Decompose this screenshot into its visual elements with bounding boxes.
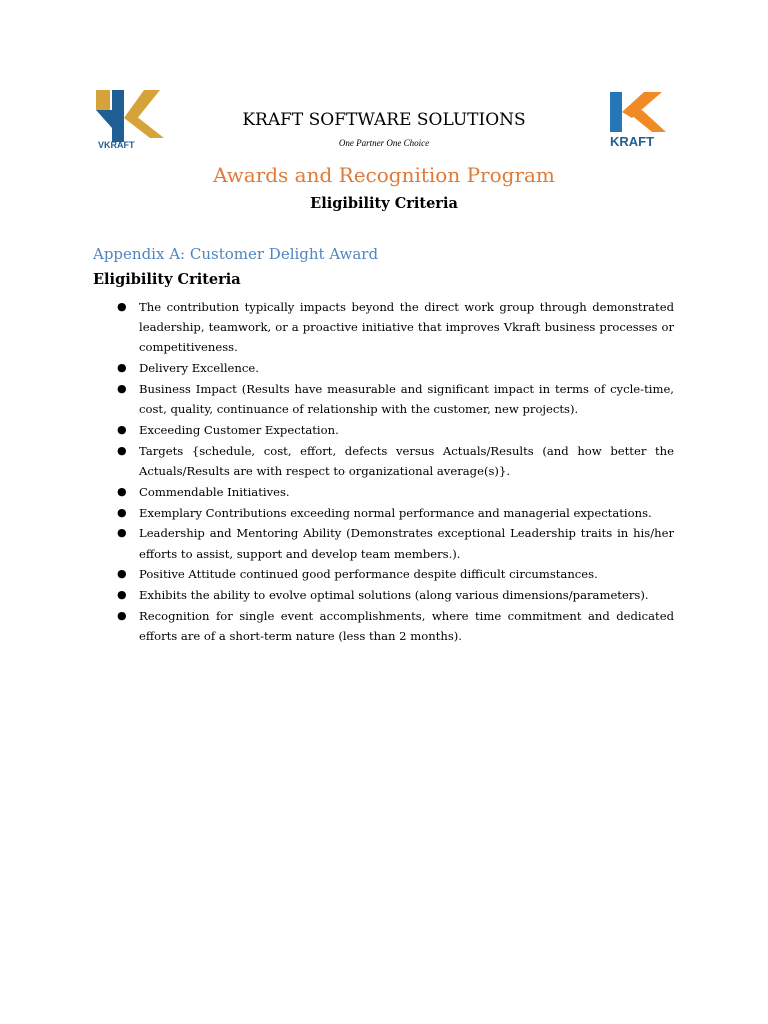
list-item-text: Delivery Excellence. [139, 361, 259, 376]
list-item-text: Exemplary Contributions exceeding normal performance and managerial expectations. [139, 505, 652, 520]
criteria-list [117, 297, 674, 647]
bullet-icon: ● [117, 526, 127, 540]
bullet-icon: ● [117, 588, 127, 602]
list-item-text: Commendable Initiatives. [139, 484, 290, 499]
list-item [117, 523, 674, 563]
list-item-text: Exhibits the ability to evolve optimal solutions (along various dimensions/parameters). [139, 588, 649, 603]
list-item-text: Exceeding Customer Expectation. [139, 423, 339, 437]
list-item-text: Recognition for single event accomplishments, where time commitment and dedicated efforts are of a short-term nature (less than 2 months). [139, 608, 674, 644]
company-name: KRAFT SOFTWARE SOLUTIONS [242, 110, 526, 130]
kraft-logo-text: KRAFT [610, 134, 655, 149]
list-item [117, 503, 674, 523]
appendix-title: Appendix A: Customer Delight Award [93, 245, 379, 263]
list-item [117, 482, 674, 502]
program-title: Awards and Recognition Program [213, 163, 555, 187]
section-heading: Eligibility Criteria [93, 271, 241, 288]
list-item [117, 606, 674, 646]
company-tagline: One Partner One Choice [338, 138, 430, 148]
bullet-icon: ● [117, 608, 127, 622]
bullet-icon: ● [117, 443, 127, 457]
list-item-text: Leadership and Mentoring Ability (Demonstrates exceptional Leadership traits in his/her efforts to assist, support and develop team members.). [139, 526, 674, 561]
list-item-text: Business Impact (Results have measurable and significant impact in terms of cycle-time, cost, quality, continuance of relationship with the customer, new projects). [139, 382, 674, 417]
bullet-icon: ● [117, 567, 127, 581]
list-item-text: Positive Attitude continued good performance despite difficult circumstances. [139, 567, 598, 582]
list-item [117, 379, 674, 419]
list-item [117, 420, 674, 440]
list-item [117, 358, 674, 378]
document-subtitle: Eligibility Criteria [310, 195, 458, 212]
bullet-icon: ● [117, 300, 127, 313]
bullet-icon: ● [117, 361, 127, 375]
list-item [117, 441, 674, 481]
bullet-icon: ● [117, 423, 127, 436]
bullet-icon: ● [117, 484, 127, 498]
list-item [117, 564, 674, 584]
vkraft-logo-text: VKRAFT [98, 140, 135, 150]
list-item-text: Targets {schedule, cost, effort, defects versus Actuals/Results (and how better the Actuals/Results are with respect to organizational average(s)}. [139, 443, 674, 478]
list-item-text: The contribution typically impacts beyond the direct work group through demonstrated leadership, teamwork, or a proactive initiative that improves Vkraft business processes or competitiveness. [139, 300, 674, 355]
bullet-icon: ● [117, 505, 127, 519]
bullet-icon: ● [117, 382, 127, 395]
list-item [117, 585, 674, 605]
list-item [117, 297, 674, 358]
